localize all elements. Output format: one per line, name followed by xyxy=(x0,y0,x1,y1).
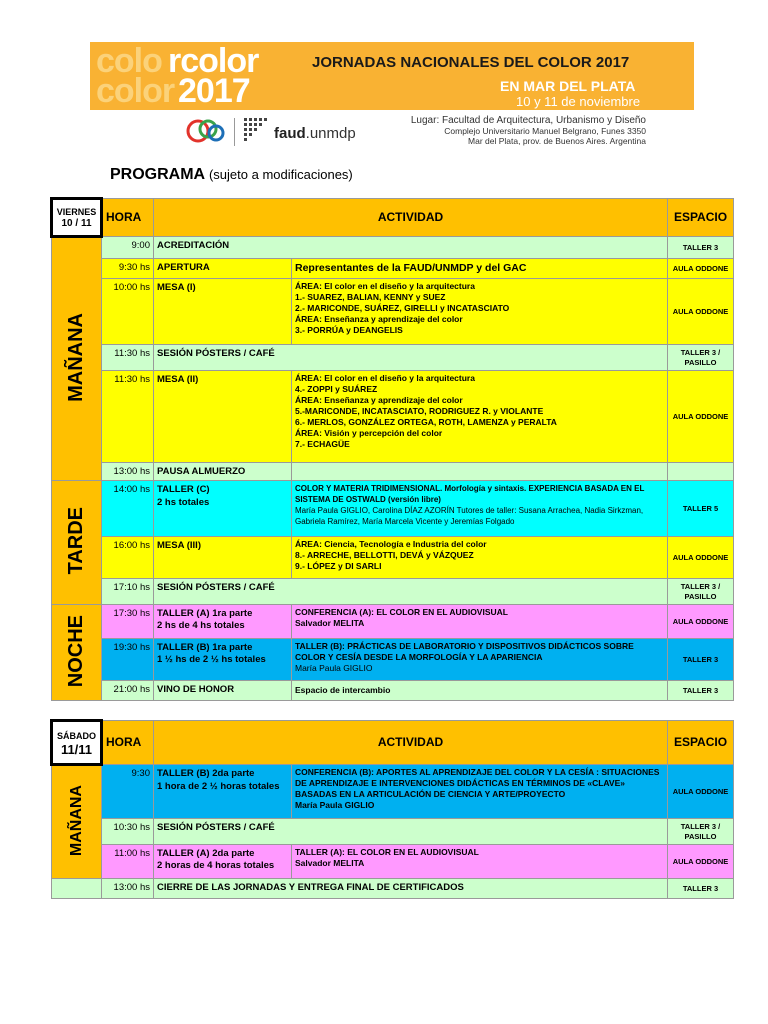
table-row xyxy=(52,681,734,701)
logo-text: rcolor xyxy=(168,42,259,80)
col-header-espacio: ESPACIO xyxy=(668,721,734,765)
event-title: JORNADAS NACIONALES DEL COLOR 2017 xyxy=(312,54,630,71)
table-row xyxy=(52,639,734,681)
row-time: 21:00 hs xyxy=(102,681,154,701)
row-time: 10:00 hs xyxy=(102,279,154,345)
row-activity: SESIÓN PÓSTERS / CAFÉ xyxy=(154,579,668,605)
row-activity: CIERRE DE LAS JORNADAS Y ENTREGA FINAL DE CERTIFICADOS xyxy=(154,879,668,899)
period-label-manana: MAÑANA xyxy=(52,237,102,481)
row-space: AULA ODDONE xyxy=(668,605,734,639)
period-label-noche: NOCHE xyxy=(52,605,102,701)
table-row xyxy=(52,481,734,537)
table-row xyxy=(52,345,734,371)
row-description: ÁREA: Ciencia, Tecnología e Industria del color 8.- ARRECHE, BELLOTTI, DEVÁ y VÁZQUEZ 9.- LÓPEZ y DI SARLI xyxy=(292,537,668,579)
row-description: COLOR Y MATERIA TRIDIMENSIONAL. Morfología y sintaxis. EXPERIENCIA BASADA EN EL SISTEMA DE OSTWALD (versión libre) María Paula GIGLIO, Carolina DÍAZ AZORÍN Tutores de taller: Susana Arrachea, Nadia Sirkzman, Gabriela Ramírez, María Marcela Vicente y Jeremías Folgado xyxy=(292,481,668,537)
logo-text: color xyxy=(96,72,175,110)
row-time: 19:30 hs xyxy=(102,639,154,681)
row-activity: MESA (III) xyxy=(154,537,292,579)
row-activity: APERTURA xyxy=(154,259,292,279)
table-row xyxy=(52,279,734,345)
table-row xyxy=(52,463,734,481)
logo-year: 2017 xyxy=(178,72,250,110)
table-row xyxy=(52,537,734,579)
col-header-actividad: ACTIVIDAD xyxy=(154,721,668,765)
logo-divider xyxy=(234,118,235,146)
gac-logo-icon xyxy=(186,115,228,147)
table-row xyxy=(52,845,734,879)
period-label-tarde: TARDE xyxy=(52,481,102,605)
table-row xyxy=(52,605,734,639)
table-row xyxy=(52,819,734,845)
row-space: AULA ODDONE xyxy=(668,279,734,345)
table-row xyxy=(52,765,734,819)
col-header-actividad: ACTIVIDAD xyxy=(154,199,668,237)
row-time: 11:30 hs xyxy=(102,371,154,463)
row-activity: SESIÓN PÓSTERS / CAFÉ xyxy=(154,345,668,371)
row-description: CONFERENCIA (A): EL COLOR EN EL AUDIOVISUAL Salvador MELITA xyxy=(292,605,668,639)
row-space: TALLER 3 / PASILLO xyxy=(668,819,734,845)
day-label: SÁBADO 11/11 xyxy=(52,721,102,765)
row-description: Espacio de intercambio xyxy=(292,681,668,701)
row-description xyxy=(292,463,668,481)
col-header-hora: HORA xyxy=(102,199,154,237)
venue-line: Lugar: Facultad de Arquitectura, Urbanismo y Diseño xyxy=(410,115,646,126)
row-activity: ACREDITACIÓN xyxy=(154,237,668,259)
row-description: ÁREA: El color en el diseño y la arquitectura 4.- ZOPPI y SUÁREZ ÁREA: Enseñanza y aprendizaje del color 5.-MARICONDE, INCATASCIATO, RODRIGUEZ R. y VIOLANTE 6.- MERLOS, GONZÁLEZ ORTEGA, ROTH, LAMENZA y PERALTA ÁREA: Visión y percepción del color 7.- ECHAGÜE xyxy=(292,371,668,463)
row-space: TALLER 3 xyxy=(668,681,734,701)
faud-logo-icon xyxy=(244,118,270,142)
row-time: 9:00 xyxy=(102,237,154,259)
row-space: AULA ODDONE xyxy=(668,765,734,819)
venue-line: Mar del Plata, prov. de Buenos Aires. Argentina xyxy=(468,136,646,146)
row-time: 9:30 hs xyxy=(102,259,154,279)
row-activity: TALLER (A) 2da parte 2 horas de 4 horas totales xyxy=(154,845,292,879)
schedule-table-sabado xyxy=(50,719,734,899)
row-time: 13:00 hs xyxy=(102,879,154,899)
row-space: AULA ODDONE xyxy=(668,845,734,879)
row-activity: TALLER (B) 2da parte 1 hora de 2 ½ horas totales xyxy=(154,765,292,819)
row-activity: TALLER (A) 1ra parte 2 hs de 4 hs totales xyxy=(154,605,292,639)
row-activity: TALLER (B) 1ra parte 1 ½ hs de 2 ½ hs totales xyxy=(154,639,292,681)
row-space: TALLER 5 xyxy=(668,481,734,537)
row-time: 13:00 hs xyxy=(102,463,154,481)
table-row xyxy=(52,371,734,463)
row-time: 10:30 hs xyxy=(102,819,154,845)
period-label-manana: MAÑANA xyxy=(52,765,102,879)
event-city: EN MAR DEL PLATA xyxy=(500,78,636,94)
row-time: 16:00 hs xyxy=(102,537,154,579)
row-space: TALLER 3 xyxy=(668,879,734,899)
table-row xyxy=(52,579,734,605)
table-row xyxy=(52,259,734,279)
event-dates: 10 y 11 de noviembre xyxy=(516,94,641,109)
page-title: PROGRAMA (sujeto a modificaciones) xyxy=(110,166,353,183)
col-header-espacio: ESPACIO xyxy=(668,199,734,237)
row-activity: SESIÓN PÓSTERS / CAFÉ xyxy=(154,819,668,845)
venue-info xyxy=(380,116,646,146)
row-time: 11:00 hs xyxy=(102,845,154,879)
row-space: AULA ODDONE xyxy=(668,259,734,279)
row-time: 17:10 hs xyxy=(102,579,154,605)
row-space: TALLER 3 xyxy=(668,237,734,259)
col-header-hora: HORA xyxy=(102,721,154,765)
row-activity: TALLER (C) 2 hs totales xyxy=(154,481,292,537)
row-time: 9:30 xyxy=(102,765,154,819)
row-time: 11:30 hs xyxy=(102,345,154,371)
row-description: TALLER (B): PRÁCTICAS DE LABORATORIO Y DISPOSITIVOS DIDÁCTICOS SOBRE COLOR Y CESÍA DESDE LA MORFOLOGÍA Y LA APARIENCIA María Paula GIGLIO xyxy=(292,639,668,681)
row-time: 17:30 hs xyxy=(102,605,154,639)
row-description: CONFERENCIA (B): APORTES AL APRENDIZAJE DEL COLOR Y LA CESÍA : SITUACIONES DE APRENDIZAJE E INTERVENCIONES DIDÁCTICAS EN TÉRMINOS DE «CLAVE» BASADAS EN LA ARTICULACIÓN DE CIENCIA Y ARTE/PROYECTO María Paula GIGLIO xyxy=(292,765,668,819)
row-activity: PAUSA ALMUERZO xyxy=(154,463,292,481)
day-label: VIERNES 10 / 11 xyxy=(52,199,102,237)
row-activity: MESA (II) xyxy=(154,371,292,463)
logo-text: colo xyxy=(96,42,162,80)
empty-cell xyxy=(52,879,102,899)
row-space: TALLER 3 / PASILLO xyxy=(668,345,734,371)
schedule-table-viernes xyxy=(50,197,734,701)
row-space: AULA ODDONE xyxy=(668,537,734,579)
row-activity: VINO DE HONOR xyxy=(154,681,292,701)
row-space: TALLER 3 / PASILLO xyxy=(668,579,734,605)
row-time: 14:00 hs xyxy=(102,481,154,537)
row-space xyxy=(668,463,734,481)
row-space: AULA ODDONE xyxy=(668,371,734,463)
faud-logo-text: faud.unmdp xyxy=(274,125,356,142)
table-row xyxy=(52,237,734,259)
venue-line: Complejo Universitario Manuel Belgrano, Funes 3350 xyxy=(444,126,646,136)
table-row xyxy=(52,879,734,899)
row-description: TALLER (A): EL COLOR EN EL AUDIOVISUAL Salvador MELITA xyxy=(292,845,668,879)
row-description: ÁREA: El color en el diseño y la arquitectura 1.- SUAREZ, BALIAN, KENNY y SUEZ 2.- MARICONDE, SUÁREZ, GIRELLI y INCATASCIATO ÁREA: Enseñanza y aprendizaje del color 3.- PORRÚA y DEANGELIS xyxy=(292,279,668,345)
row-space: TALLER 3 xyxy=(668,639,734,681)
row-description: Representantes de la FAUD/UNMDP y del GAC xyxy=(292,259,668,279)
row-activity: MESA (I) xyxy=(154,279,292,345)
